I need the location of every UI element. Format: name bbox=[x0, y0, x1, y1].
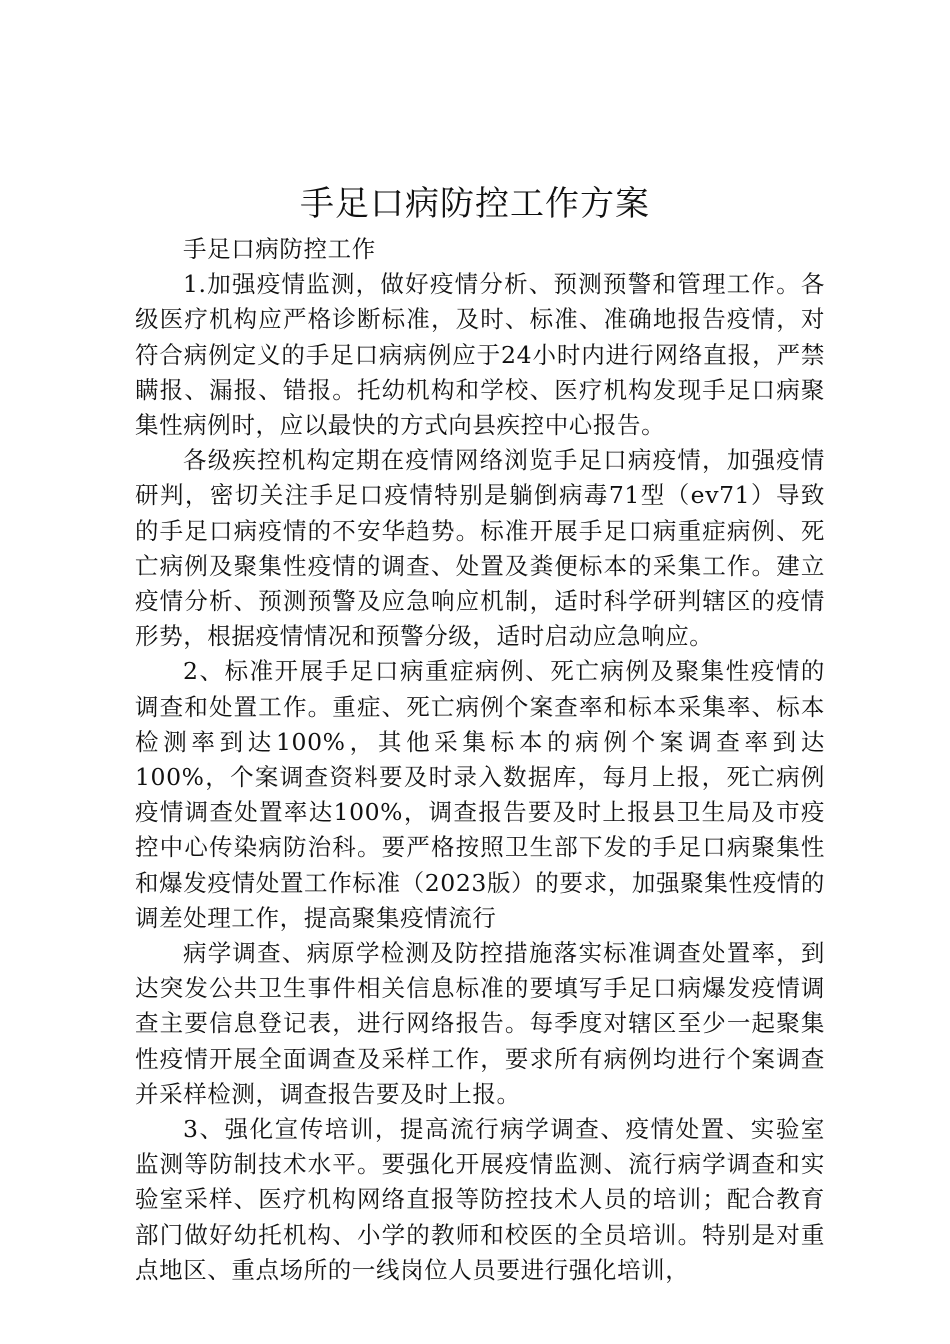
paragraph-4: 病学调查、病原学检测及防控措施落实标准调查处置率，到达突发公共卫生事件相关信息标准的要填写手足口病爆发疫情调查主要信息登记表，进行网络报告。每季度对辖区至少一起聚集性疫情开展全面调查及采样工作，要求所有病例均进行个案调查并采样检测，调查报告要及时上报。 bbox=[135, 939, 825, 1108]
document-title: 手足口病防控工作方案 bbox=[300, 184, 650, 224]
paragraph-5: 3、强化宣传培训，提高流行病学调查、疫情处置、实验室监测等防制技术水平。要强化开展疫情监测、流行病学调查和实验室采样、医疗机构网络直报等防控技术人员的培训；配合教育部门做好幼托机构、小学的教师和校医的全员培训。特别是对重点地区、重点场所的一线岗位人员要进行强化培训， bbox=[135, 1115, 825, 1284]
document-body bbox=[135, 232, 825, 1288]
paragraph-2: 各级疾控机构定期在疫情网络浏览手足口病疫情，加强疫情研判，密切关注手足口疫情特别是躺倒病毒71型（ev71）导致的手足口病疫情的不安华趋势。标准开展手足口病重症病例、死亡病例及聚集性疫情的调查、处置及粪便标本的采集工作。建立疫情分析、预测预警及应急响应机制，适时科学研判辖区的疫情形势，根据疫情情况和预警分级，适时启动应急响应。 bbox=[135, 446, 825, 651]
paragraph-1: 1.加强疫情监测，做好疫情分析、预测预警和管理工作。各级医疗机构应严格诊断标准，及时、标准、准确地报告疫情，对符合病例定义的手足口病病例应于24小时内进行网络直报，严禁瞒报、漏报、错报。托幼机构和学校、医疗机构发现手足口病聚集性病例时，应以最快的方式向县疾控中心报告。 bbox=[135, 270, 825, 440]
paragraph-subtitle: 手足口病防控工作 bbox=[183, 235, 376, 263]
paragraph-3: 2、标准开展手足口病重症病例、死亡病例及聚集性疫情的调查和处置工作。重症、死亡病例个案查率和标本采集率、标本检测率到达100%，其他采集标本的病例个案调查率到达100%，个案调查资料要及时录入数据库，每月上报，死亡病例疫情调查处置率达100%，调查报告要及时上报县卫生局及市疫控中心传染病防治科。要严格按照卫生部下发的手足口病聚集性和爆发疫情处置工作标准（2023版）的要求，加强聚集性疫情的调差处理工作，提高聚集疫情流行 bbox=[135, 657, 825, 932]
